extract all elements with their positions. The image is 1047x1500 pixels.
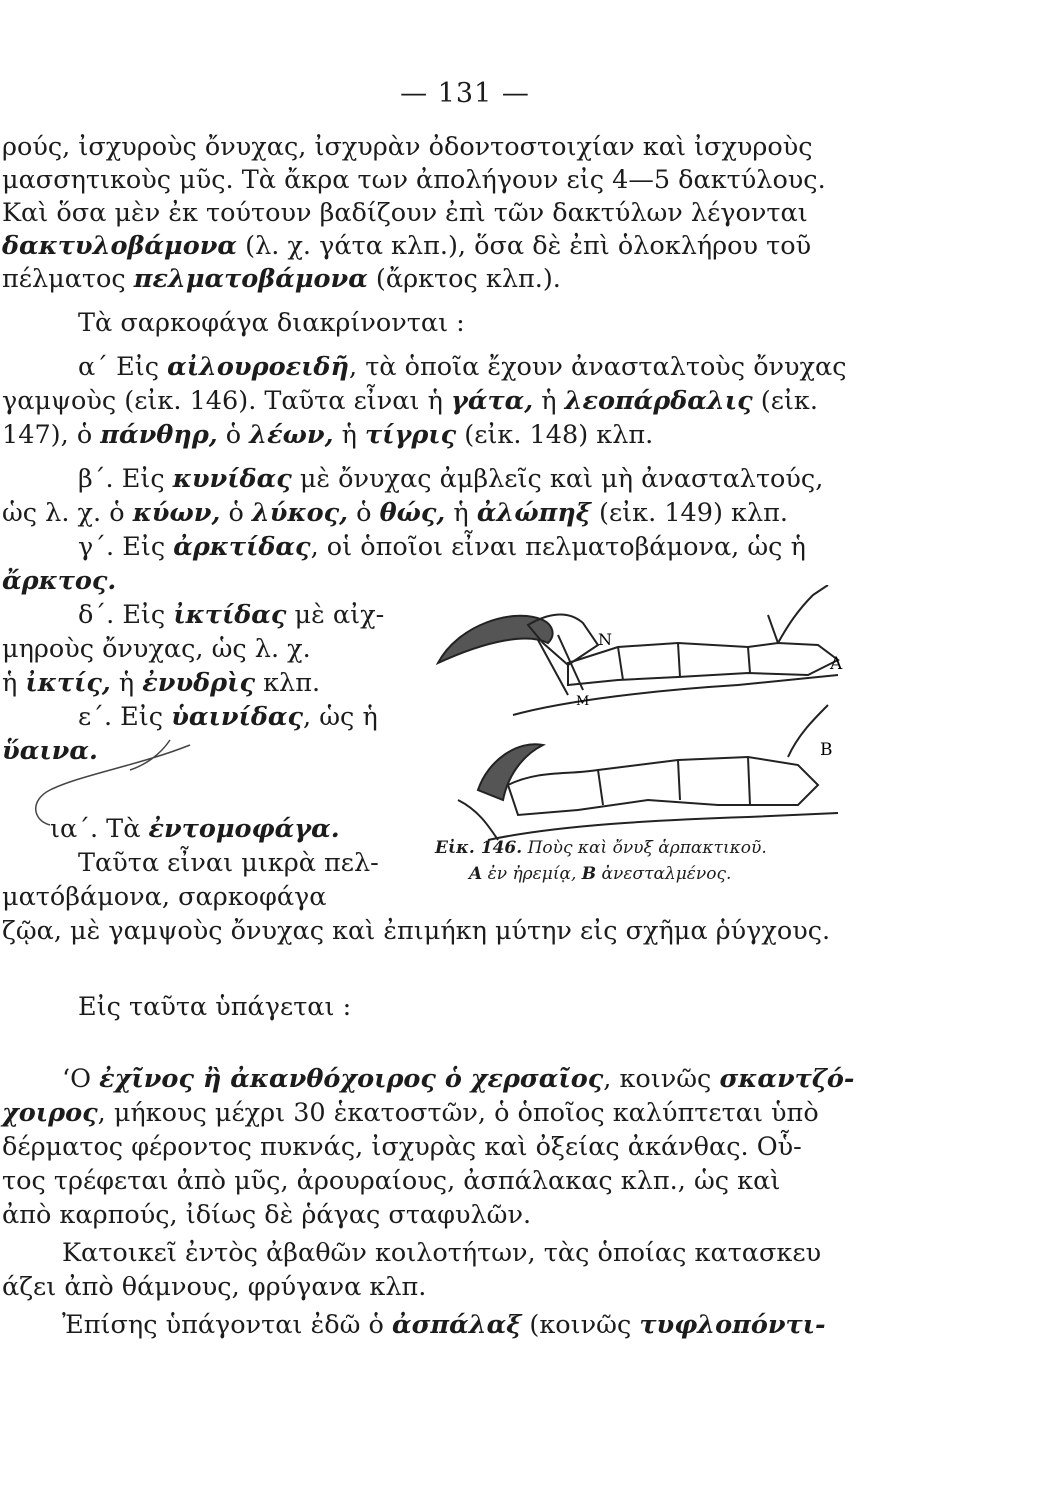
- text-line: [2, 496, 788, 530]
- text-line: [2, 196, 808, 230]
- text-span: Καὶ ὅσα μὲν ἐκ τούτουν βαδίζουν ἐπὶ τῶν δακτύλων λέγονται: [2, 198, 808, 228]
- text-line: [78, 350, 847, 384]
- emphasized-term: γάτα,: [451, 386, 534, 416]
- label-n: N: [598, 630, 612, 649]
- text-span: δέρματος φέροντος πυκνάς, ἰσχυρὰς καὶ ὀξείας ἀκάνθας. Οὗ-: [2, 1132, 802, 1162]
- text-span: (λ. χ. γάτα κλπ.), ὅσα δὲ ἐπὶ ὁλοκλήρου τοῦ: [237, 231, 812, 261]
- text-span: ματόβάμονα, σαρκοφάγα: [2, 882, 327, 912]
- text-span: πέλματος: [2, 264, 134, 294]
- emphasized-term: λεοπάρδαλις: [564, 386, 753, 416]
- emphasized-term: ἰκτίς,: [25, 668, 111, 698]
- emphasized-term: λέων,: [249, 420, 334, 450]
- text-span: , κοινῶς: [603, 1064, 720, 1094]
- text-span: ἡ: [533, 386, 565, 416]
- claw-a-outline: [438, 616, 553, 663]
- text-span: , οἱ ὁποῖοι εἶναι πελματοβάμονα, ὡς ἡ: [310, 532, 806, 562]
- emphasized-term: ἀσπάλαξ: [391, 1310, 522, 1340]
- pencil-mark: [20, 735, 200, 830]
- text-span: (κοινῶς: [521, 1310, 640, 1340]
- text-span: ε΄. Εἰς: [78, 702, 172, 732]
- emphasized-term: πελματοβάμονα: [133, 264, 368, 294]
- text-span: 147), ὁ: [2, 420, 101, 450]
- text-line: [2, 1164, 780, 1198]
- text-span: ια΄. Τὰ: [50, 814, 149, 844]
- emphasized-term: ἄρκτος.: [2, 566, 117, 596]
- text-span: Ταῦτα εἶναι μικρὰ πελ-: [78, 848, 379, 878]
- text-span: άζει ἀπὸ θάμνους, φρύγανα κλπ.: [2, 1272, 427, 1302]
- caption-line-1: Εἰκ. 146. Ποὺς καὶ ὄνυξ ἁρπακτικοῦ.: [435, 838, 767, 858]
- text-line: [2, 632, 311, 666]
- text-line: [2, 229, 811, 263]
- text-line: [2, 384, 818, 418]
- text-span: ἡ: [2, 668, 26, 698]
- text-span: β΄. Εἰς: [78, 464, 173, 494]
- label-a: A: [830, 654, 843, 674]
- text-line: [2, 880, 327, 914]
- emphasized-term: ὕαινα.: [2, 736, 98, 766]
- emphasized-term: θώς,: [379, 498, 446, 528]
- text-line: [2, 914, 830, 948]
- emphasized-term: ἀλώπηξ: [476, 498, 591, 528]
- text-span: μὲ ὄνυχας ἀμβλεῖς καὶ μὴ ἀνασταλτούς,: [291, 464, 824, 494]
- text-line: [2, 1130, 802, 1164]
- text-span: , ὡς ἡ: [303, 702, 378, 732]
- text-span: μηροὺς ὄνυχας, ὡς λ. χ.: [2, 634, 311, 664]
- text-span: (εἰκ. 148) κλπ.: [456, 420, 654, 450]
- text-span: τος τρέφεται ἀπὸ μῦς, ἀρουραίους, ἀσπάλακας κλπ., ὡς καὶ: [2, 1166, 781, 1196]
- label-b: B: [820, 740, 833, 760]
- emphasized-term: πάνθηρ,: [100, 420, 218, 450]
- emphasized-term: ἀρκτίδας: [173, 532, 311, 562]
- text-span: ‘Ο: [62, 1064, 100, 1094]
- text-line: [78, 462, 823, 496]
- text-line: [2, 666, 320, 700]
- text-span: Ἐπίσης ὑπάγονται ἐδῶ ὁ: [62, 1310, 392, 1340]
- toe-b-bones: [508, 757, 818, 815]
- text-line: [78, 846, 379, 880]
- emphasized-term: χοιρος: [2, 1098, 98, 1128]
- text-span: (εἰκ. 149) κλπ.: [590, 498, 789, 528]
- text-span: Εἰς ταῦτα ὑπάγεται :: [78, 992, 352, 1022]
- text-span: ἡ: [445, 498, 477, 528]
- caption-line-2: A ἐν ἠρεμίᾳ, B ἀνεσταλμένος.: [469, 864, 732, 884]
- page-number: — 131 —: [400, 78, 530, 109]
- text-line: [2, 262, 561, 296]
- emphasized-term: ἐντομοφάγα.: [148, 814, 340, 844]
- emphasized-term: ἐνυδρὶς: [142, 668, 255, 698]
- text-span: ζῷα, μὲ γαμψοὺς ὄνυχας καὶ ἐπιμήκη μύτην εἰς σχῆμα ῥύγχους.: [2, 916, 831, 946]
- text-line: [78, 530, 806, 564]
- text-span: Κατοικεῖ ἐντὸς ἀβαθῶν κοιλοτήτων, τὰς ὁποίας κατασκευ: [62, 1238, 822, 1268]
- text-span: ἡ: [333, 420, 365, 450]
- text-span: , τὰ ὁποῖα ἔχουν ἀνασταλτοὺς ὄνυχας: [348, 352, 847, 382]
- text-line: [78, 598, 384, 632]
- text-line: [2, 564, 116, 598]
- emphasized-term: λύκος,: [251, 498, 349, 528]
- text-span: , μήκους μέχρι 30 ἑκατοστῶν, ὁ ὁποῖος καλύπτεται ὑπὸ: [97, 1098, 819, 1128]
- text-line: [2, 1198, 531, 1232]
- text-line: [78, 306, 465, 340]
- text-line: [78, 700, 378, 734]
- emphasized-term: ἰκτίδας: [173, 600, 287, 630]
- text-line: [2, 1096, 819, 1130]
- text-span: δ΄. Εἰς: [78, 600, 174, 630]
- text-line: [62, 1236, 821, 1270]
- text-span: κλπ.: [254, 668, 321, 698]
- figure-caption: [435, 835, 767, 887]
- text-span: ἀπὸ καρπούς, ἰδίως δὲ ῥάγας σταφυλῶν.: [2, 1200, 532, 1230]
- label-m: M: [576, 694, 590, 709]
- text-span: γ΄. Εἰς: [78, 532, 174, 562]
- emphasized-term: ἐχῖνος ἢ ἀκανθόχοιρος ὁ χερσαῖος: [99, 1064, 604, 1094]
- text-span: ὡς λ. χ. ὁ: [2, 498, 133, 528]
- text-span: μασσητικοὺς μῦς. Τὰ ἄκρα των ἀπολήγουν εἰς 4—5 δακτύλους.: [2, 165, 826, 195]
- text-line: [2, 163, 826, 197]
- text-line: [2, 418, 653, 452]
- text-span: ἡ: [110, 668, 143, 698]
- text-span: γαμψοὺς (εἰκ. 146). Ταῦτα εἶναι ἡ: [2, 386, 451, 416]
- text-line: [78, 990, 351, 1024]
- text-span: ρούς, ἰσχυροὺς ὄνυχας, ἰσχυρὰν ὀδοντοστοιχίαν καὶ ἰσχυροὺς: [2, 132, 813, 162]
- text-span: (εἰκ.: [752, 386, 818, 416]
- text-span: (ἄρκτος κλπ.).: [367, 264, 561, 294]
- text-span: ὁ: [348, 498, 380, 528]
- emphasized-term: αἰλουροειδῆ: [167, 352, 349, 382]
- text-span: ὁ: [220, 498, 252, 528]
- text-span: μὲ αἰχ-: [286, 600, 385, 630]
- emphasized-term: κύων,: [132, 498, 221, 528]
- text-span: α΄ Εἰς: [78, 352, 168, 382]
- text-line: [62, 1308, 826, 1342]
- emphasized-term: δακτυλοβάμονα: [2, 231, 238, 261]
- emphasized-term: ὑαινίδας: [171, 702, 304, 732]
- emphasized-term: τυφλοπόντι-: [639, 1310, 826, 1340]
- text-line: [62, 1062, 855, 1096]
- emphasized-term: σκαντζό-: [719, 1064, 855, 1094]
- text-line: [2, 1270, 426, 1304]
- text-span: Τὰ σαρκοφάγα διακρίνονται :: [78, 308, 465, 338]
- emphasized-term: κυνίδας: [172, 464, 292, 494]
- emphasized-term: τίγρις: [364, 420, 457, 450]
- text-line: [2, 130, 813, 164]
- text-span: ὁ: [217, 420, 250, 450]
